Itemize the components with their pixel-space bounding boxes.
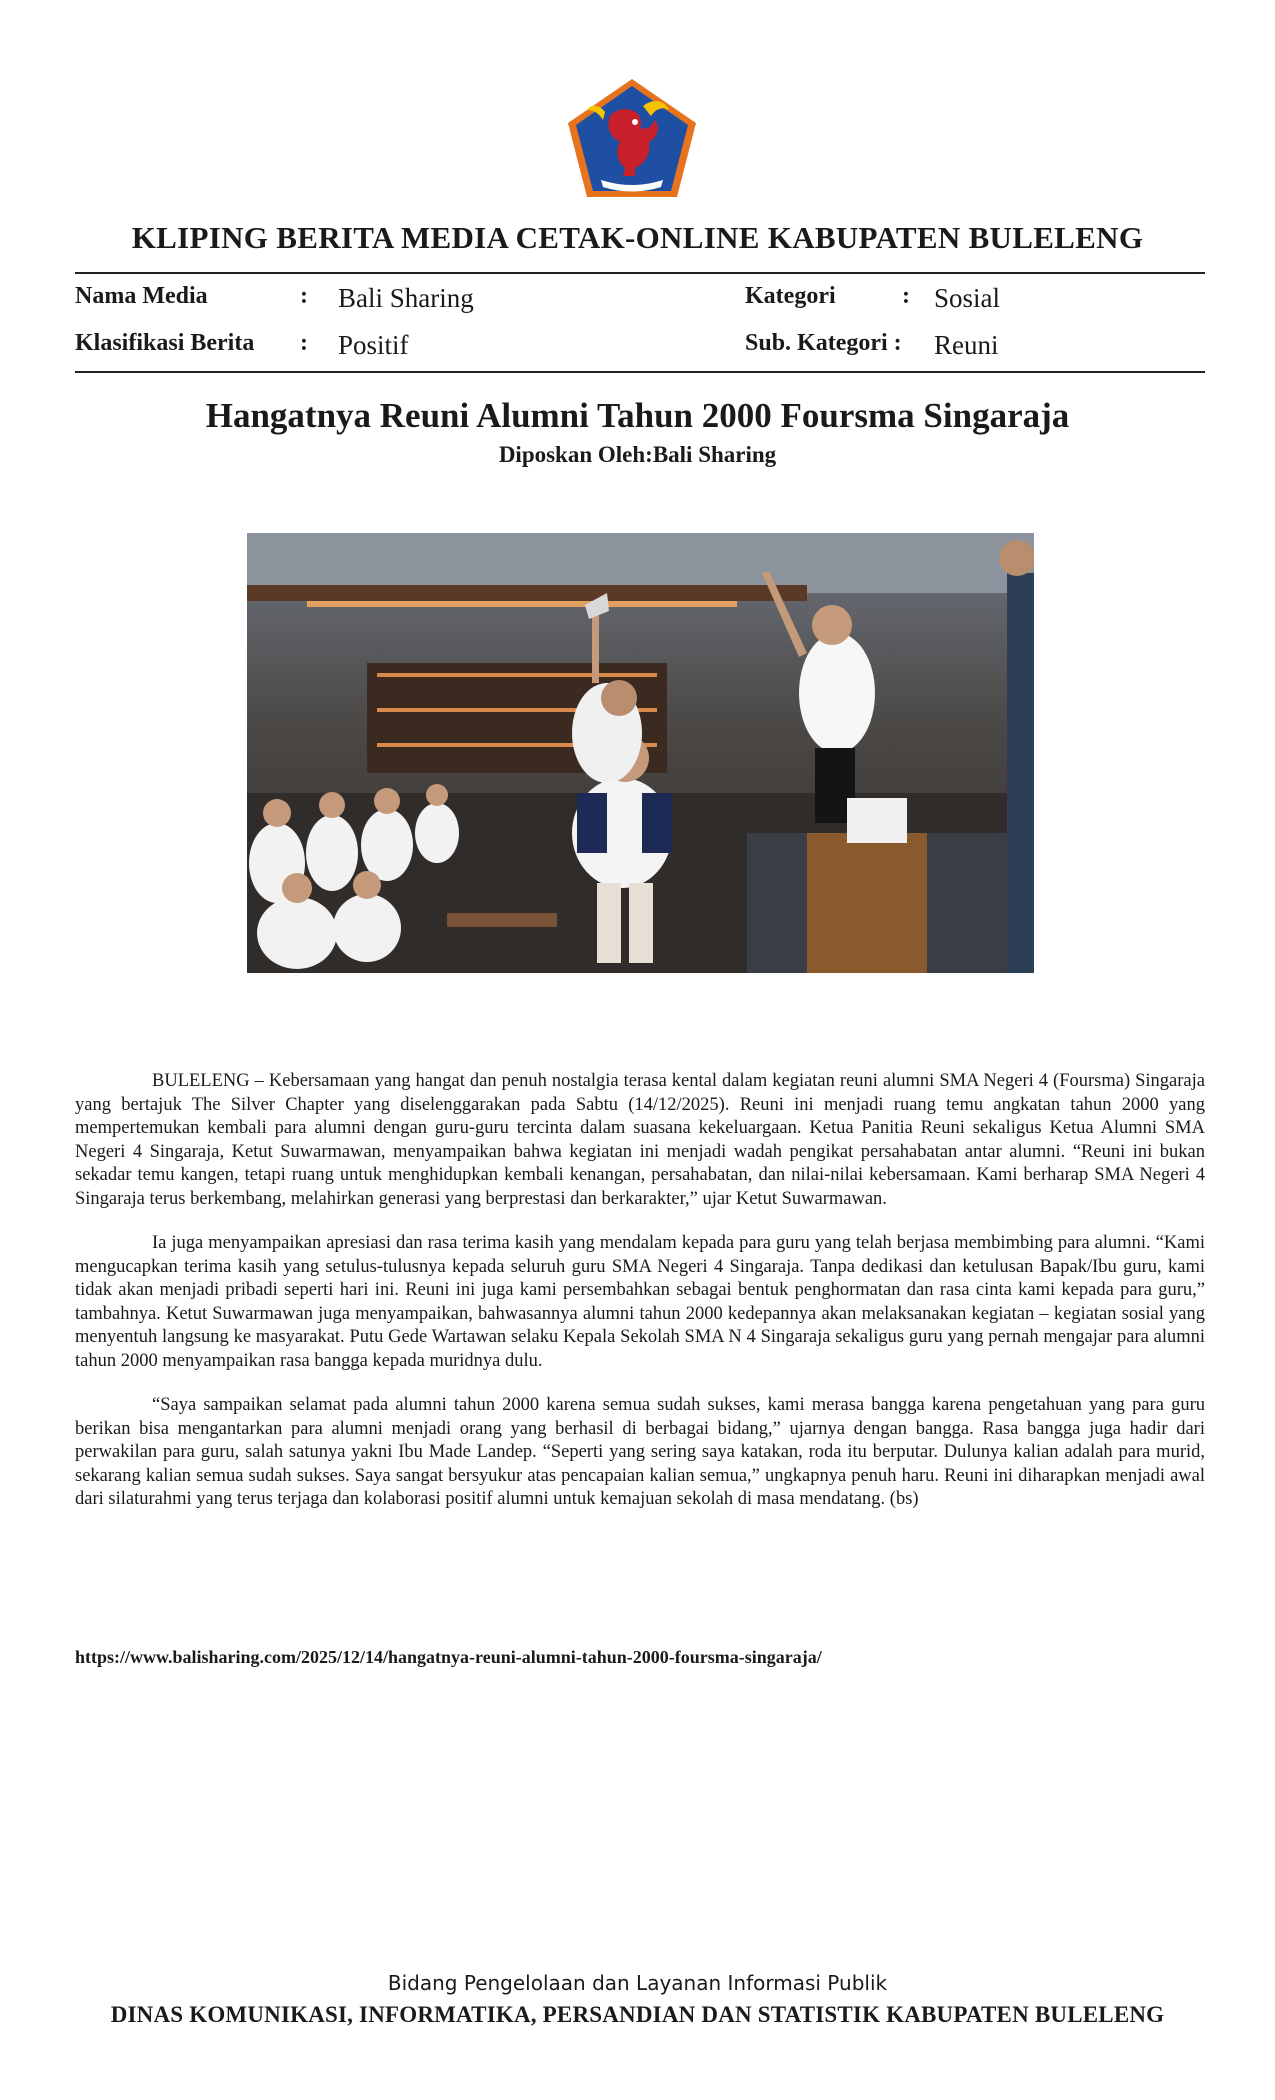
classification-colon: : [300,330,308,356]
classification-value: Positif [338,330,409,360]
header-rule-bottom [75,371,1205,373]
subcategory-label: Sub. Kategori : [745,330,902,356]
article-paragraph: “Saya sampaikan selamat pada alumni tahun 2000 karena semua sudah sukses, kami merasa bangga karena pengetahuan yang para guru berikan bisa mengantarkan para alumni menjadi orang yang berhasil di berbagai bidang,” ujarnya dengan bangga. Rasa bangga juga hadir dari perwakilan para guru, salah satunya yakni Ibu Made Landep. “Seperti yang sering saya katakan, roda itu berputar. Dulunya kalian adalah para murid, sekarang kalian semua sudah sukses. Saya sangat bersyukur atas pencapaian kalian semua,” ungkapnya penuh haru. Reuni ini diharapkan menjadi awal dari silaturahmi yang terus terjaga dan kolaborasi positif alumni untuk kemajuan sekolah di masa mendatang. (bs) [75,1395,1205,1509]
footer-agency: DINAS KOMUNIKASI, INFORMATIKA, PERSANDIAN DAN STATISTIK KABUPATEN BULELENG [110,2002,1165,2027]
article-paragraph: Ia juga menyampaikan apresiasi dan rasa terima kasih yang mendalam kepada para guru yang telah berjasa membimbing para alumni. “Kami mengucapkan terima kasih yang setulus-tulusnya kepada seluruh guru SMA Negeri 4 Singaraja. Tanpa dedikasi dan ketulusan Bapak/Ibu guru, kami tidak akan menjadi pribadi seperti hari ini. Reuni ini juga kami persembahkan sebagai bentuk penghormatan dan rasa cinta kami kepada para guru,” tambahnya. Ketut Suwarmawan juga menyampaikan, bahwasannya alumni tahun 2000 kedepannya akan melaksanakan kegiatan – kegiatan sosial yang menyentuh langsung ke masyarakat. Putu Gede Wartawan selaku Kepala Sekolah SMA N 4 Singaraja sekaligus guru yang pernah mengajar para alumni tahun 2000 menyampaikan rasa bangga kepada muridnya dulu. [75,1233,1205,1371]
buleleng-crest-logo [565,76,699,200]
article-title: Hangatnya Reuni Alumni Tahun 2000 Foursma Singaraja [205,396,1070,435]
article-photo [247,533,1034,973]
classification-label: Klasifikasi Berita [75,330,255,356]
article-body [75,1070,1205,1533]
clipping-header-title: KLIPING BERITA MEDIA CETAK-ONLINE KABUPATEN BULELENG [131,220,1144,255]
subcategory-value: Reuni [934,330,999,360]
category-colon: : [902,283,910,309]
header-rule-top [75,272,1205,274]
media-name-colon: : [300,283,308,309]
media-name-label: Nama Media [75,283,208,309]
category-label: Kategori [745,283,836,309]
media-name-value: Bali Sharing [338,283,474,313]
article-byline: Diposkan Oleh:Bali Sharing [498,442,777,467]
footer-division: Bidang Pengelolaan dan Layanan Informasi Publik [387,1971,888,1995]
article-paragraph: BULELENG – Kebersamaan yang hangat dan penuh nostalgia terasa kental dalam kegiatan reuni alumni SMA Negeri 4 (Foursma) Singaraja yang bertajuk The Silver Chapter yang diselenggarakan pada Sabtu (14/12/2025). Reuni ini menjadi ruang temu angkatan tahun 2000 yang mempertemukan kembali para alumni dengan guru-guru tercinta dalam suasana kekeluargaan. Ketua Panitia Reuni sekaligus Ketua Alumni SMA Negeri 4 Singaraja, Ketut Suwarmawan, menyampaikan bahwa kegiatan ini menjadi wadah pengikat persahabatan antar alumni. “Reuni ini bukan sekadar temu kangen, tetapi ruang untuk menghidupkan kembali kenangan, persahabatan, dan nilai-nilai kebersamaan. Kami berharap SMA Negeri 4 Singaraja terus berkembang, melahirkan generasi yang berprestasi dan berkarakter,” ujar Ketut Suwarmawan. [75,1071,1205,1209]
source-url[interactable]: https://www.balisharing.com/2025/12/14/hangatnya-reuni-alumni-tahun-2000-foursma-singaraja/ [75,1647,822,1667]
category-value: Sosial [934,283,1001,313]
